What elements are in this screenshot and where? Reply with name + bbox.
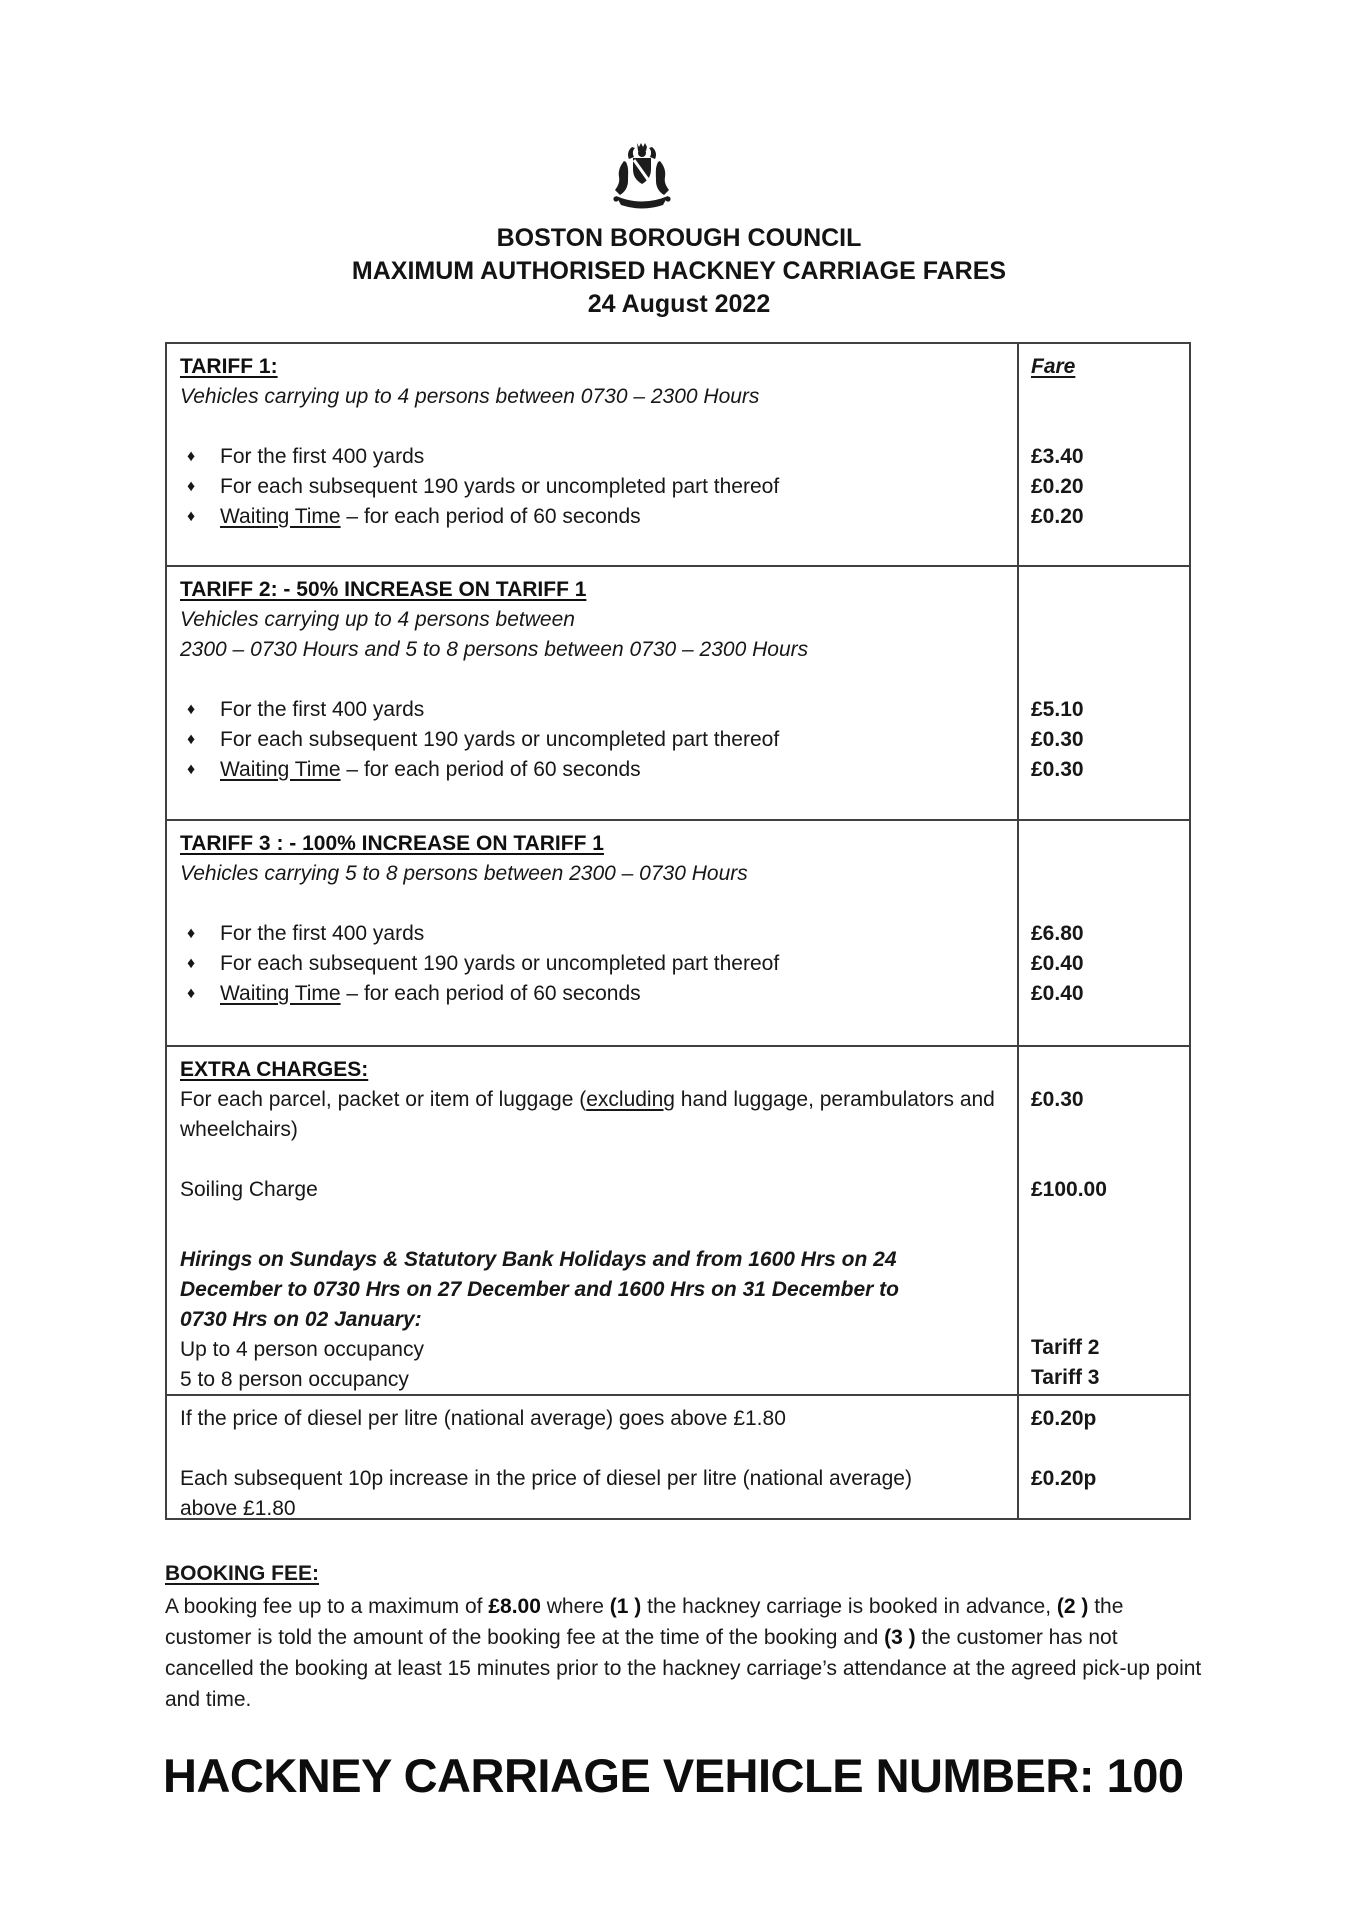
tariff-1-item-1-label: For the first 400 yards: [220, 445, 425, 468]
tariff-2-fare-2: £0.30: [1031, 728, 1084, 751]
holiday-note-line-1: Hirings on Sundays & Statutory Bank Holidays and from 1600 Hrs on 24: [180, 1248, 897, 1271]
tariff-2-fare-3: £0.30: [1031, 758, 1084, 781]
diamond-bullet-icon: ♦: [187, 955, 196, 972]
tariff-1-item-waiting-time: [180, 502, 1007, 532]
tariff-1-fare-3: £0.20: [1031, 505, 1084, 528]
tariff-2-fare-1: £5.10: [1031, 698, 1084, 721]
tariff-1-item-2-label: For each subsequent 190 yards or uncompleted part thereof: [220, 475, 780, 498]
occupancy-up-to-4-fare: Tariff 2: [1031, 1336, 1100, 1359]
tariff-3-fare-1: £6.80: [1031, 922, 1084, 945]
org-name: BOSTON BOROUGH COUNCIL: [496, 224, 862, 252]
tariff-2-item-first-400-yards: [180, 695, 1007, 725]
tariff-2-title: TARIFF 2: - 50% INCREASE ON TARIFF 1: [180, 578, 587, 601]
occupancy-up-to-4-label: Up to 4 person occupancy: [180, 1338, 424, 1361]
tariff-3-fares: [1017, 821, 1189, 1045]
diesel-threshold-fare: £0.20p: [1031, 1407, 1097, 1430]
tariff-3-item-2-label: For each subsequent 190 yards or uncompleted part thereof: [220, 952, 780, 975]
diesel-surcharge-fares: [1017, 1396, 1189, 1518]
tariff-3-description: Vehicles carrying 5 to 8 persons between 2300 – 0730 Hours: [180, 862, 748, 885]
tariff-1-item-3-label: Waiting Time – for each period of 60 seconds: [220, 505, 641, 528]
occupancy-5-to-8-fare: Tariff 3: [1031, 1366, 1100, 1389]
diesel-threshold-label: If the price of diesel per litre (national average) goes above £1.80: [180, 1407, 786, 1430]
tariff-2-items: [180, 695, 1007, 785]
diamond-bullet-icon: ♦: [187, 448, 196, 465]
soiling-charge-label: Soiling Charge: [180, 1178, 318, 1201]
tariff-2-item-waiting-time: [180, 755, 1007, 785]
luggage-charge-label: For each parcel, packet or item of luggage (excluding hand luggage, perambulators and wheelchairs): [180, 1088, 995, 1141]
tariff-1-description: Vehicles carrying up to 4 persons between 0730 – 2300 Hours: [180, 385, 760, 408]
tariff-2-item-subsequent-yards: [180, 725, 1007, 755]
document-title: MAXIMUM AUTHORISED HACKNEY CARRIAGE FARES: [351, 257, 1007, 285]
tariff-1-details: [167, 344, 1017, 565]
tariff-3-section: [167, 819, 1189, 1045]
holiday-note-line-2: December to 0730 Hrs on 27 December and 1600 Hrs on 31 December to: [180, 1278, 899, 1301]
fare-column-header: Fare: [1031, 355, 1076, 378]
tariff-3-item-1-label: For the first 400 yards: [220, 922, 425, 945]
booking-fee-section: [165, 1558, 1207, 1715]
tariff-1-item-first-400-yards: [180, 442, 1007, 472]
tariff-2-section: [167, 565, 1189, 819]
tariff-3-fare-3: £0.40: [1031, 982, 1084, 1005]
tariff-2-details: [167, 567, 1017, 819]
diesel-increase-label: [180, 1464, 1007, 1518]
diesel-surcharge-section: [167, 1394, 1189, 1518]
tariff-2-description-line-2: 2300 – 0730 Hours and 5 to 8 persons between 0730 – 2300 Hours: [180, 638, 809, 661]
tariff-2-fares: [1017, 567, 1189, 819]
diamond-bullet-icon: ♦: [187, 731, 196, 748]
diesel-surcharge-details: [167, 1396, 1017, 1518]
diesel-increase-label-line-2: above £1.80: [180, 1497, 296, 1518]
document-date: 24 August 2022: [587, 290, 771, 318]
booking-fee-title: BOOKING FEE:: [165, 1562, 320, 1585]
tariff-1-title: TARIFF 1:: [180, 355, 278, 378]
document-header: [0, 222, 1358, 321]
tariff-2-item-2-label: For each subsequent 190 yards or uncompleted part thereof: [220, 728, 780, 751]
tariff-1-fare-1: £3.40: [1031, 445, 1084, 468]
holiday-hirings-note: [180, 1245, 1007, 1335]
occupancy-5-to-8-label: 5 to 8 person occupancy: [180, 1368, 409, 1391]
diamond-bullet-icon: ♦: [187, 508, 196, 525]
tariff-2-item-1-label: For the first 400 yards: [220, 698, 425, 721]
diamond-bullet-icon: ♦: [187, 985, 196, 1002]
tariff-3-fare-2: £0.40: [1031, 952, 1084, 975]
tariff-3-item-first-400-yards: [180, 919, 1007, 949]
extra-charges-title: EXTRA CHARGES:: [180, 1058, 369, 1081]
extra-charges-section: [167, 1045, 1189, 1394]
tariff-2-item-3-label: Waiting Time – for each period of 60 seconds: [220, 758, 641, 781]
luggage-charge-fare: £0.30: [1031, 1088, 1084, 1111]
diesel-increase-label-line-1: Each subsequent 10p increase in the price of diesel per litre (national average): [180, 1467, 912, 1490]
tariff-3-title: TARIFF 3 : - 100% INCREASE ON TARIFF 1: [180, 832, 604, 855]
tariff-3-item-3-label: Waiting Time – for each period of 60 seconds: [220, 982, 641, 1005]
diamond-bullet-icon: ♦: [187, 478, 196, 495]
holiday-note-line-3: 0730 Hrs on 02 January:: [180, 1308, 422, 1331]
tariff-1-items: [180, 442, 1007, 532]
tariff-3-item-subsequent-yards: [180, 949, 1007, 979]
tariff-1-section: [167, 344, 1189, 565]
tariff-3-items: [180, 919, 1007, 1009]
tariff-2-description-line-1: Vehicles carrying up to 4 persons between: [180, 608, 575, 631]
tariff-3-details: [167, 821, 1017, 1045]
soiling-charge-fare: £100.00: [1031, 1178, 1107, 1201]
diesel-increase-fare: £0.20p: [1031, 1467, 1097, 1490]
tariff-1-item-subsequent-yards: [180, 472, 1007, 502]
fare-table: [165, 342, 1191, 1520]
council-crest-icon: [610, 140, 674, 214]
extra-charges-details: [167, 1047, 1017, 1394]
booking-fee-paragraph: A booking fee up to a maximum of £8.00 where (1 ) the hackney carriage is booked in advance, (2 ) the customer is told the amount of the booking fee at the time of the booking and (3 ) the customer has not cancelled the booking at least 15 minutes prior to the hackney carriage’s attendance at the agreed pick-up point and time.: [165, 1595, 1202, 1711]
diamond-bullet-icon: ♦: [187, 761, 196, 778]
booking-fee-amount: £8.00: [488, 1595, 541, 1618]
tariff-1-fares: [1017, 344, 1189, 565]
tariff-3-item-waiting-time: [180, 979, 1007, 1009]
diamond-bullet-icon: ♦: [187, 925, 196, 942]
extra-charges-fares: [1017, 1047, 1189, 1394]
diamond-bullet-icon: ♦: [187, 701, 196, 718]
vehicle-number-heading: HACKNEY CARRIAGE VEHICLE NUMBER: 100: [163, 1749, 1184, 1802]
tariff-1-fare-2: £0.20: [1031, 475, 1084, 498]
